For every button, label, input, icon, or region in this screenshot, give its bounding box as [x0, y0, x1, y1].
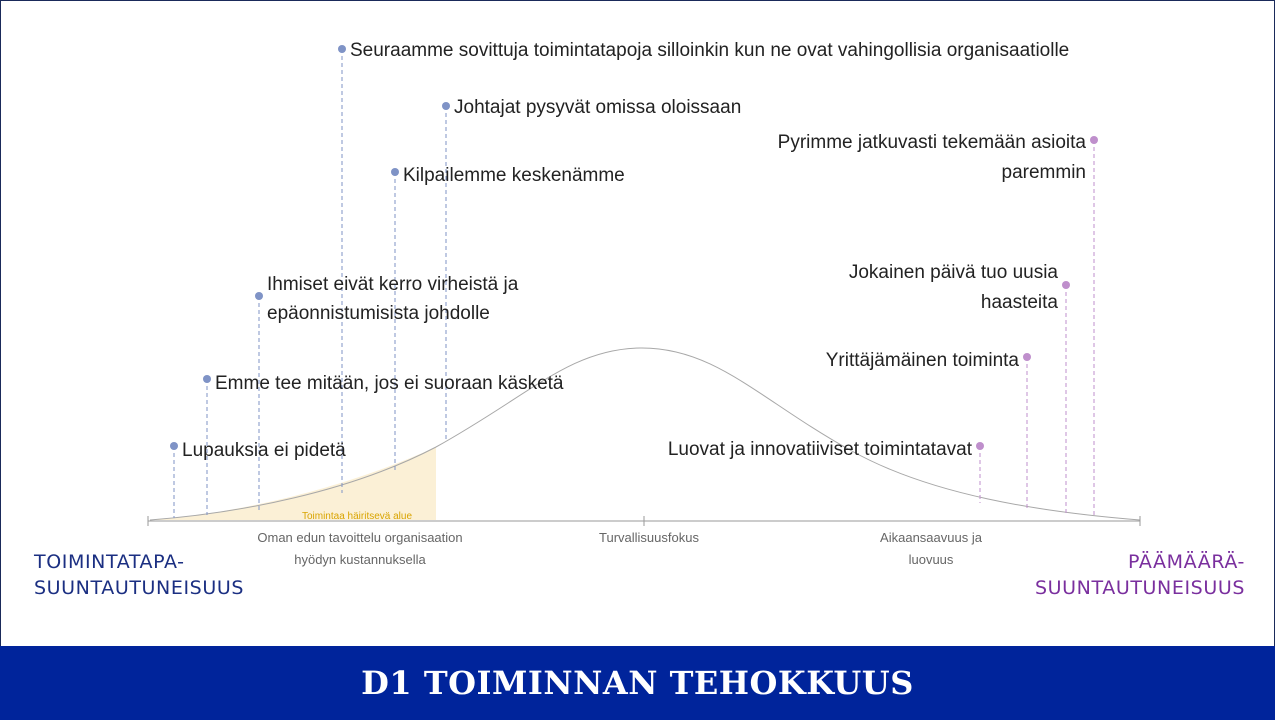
marker-dot-1 [338, 45, 346, 53]
statement-lupauksia: Lupauksia ei pidetä [182, 440, 346, 461]
statement-johtajat: Johtajat pysyvät omissa oloissaan [454, 97, 742, 118]
statement-luovat: Luovat ja innovatiiviset toimintatavat [667, 439, 972, 460]
right-side-label [1035, 549, 1245, 601]
marker-dot-10 [976, 442, 984, 450]
statement-seuraamme: Seuraamme sovittuja toimintatapoja silloinkin kun ne ovat vahingollisia organisaatiolle [350, 40, 1070, 61]
left-side-label-line2: SUUNTAUTUNEISUUS [34, 577, 244, 599]
marker-dot-5 [203, 375, 211, 383]
right-side-label-line1: PÄÄMÄÄRÄ- [1128, 551, 1245, 573]
statement-pyrimme-line2: paremmin [1001, 162, 1086, 183]
axis-label-left-line1: Oman edun tavoittelu organisaation [257, 530, 463, 545]
statement-pyrimme-line1: Pyrimme jatkuvasti tekemään asioita [777, 132, 1086, 153]
statement-ihmiset-line2: epäonnistumisista johdolle [267, 303, 490, 324]
axis-label-right-line2: luovuus [908, 552, 954, 567]
statement-kilpailemme: Kilpailemme keskenämme [403, 165, 625, 186]
marker-dot-2 [442, 102, 450, 110]
axis-label-right-line1: Aikaansaavuus ja [880, 530, 982, 545]
statement-yrittajamainen: Yrittäjämäinen toiminta [825, 350, 1019, 371]
axis-label-left-line2: hyödyn kustannuksella [294, 552, 426, 567]
footer-title: D1 TOIMINNAN TEHOKKUUS [361, 664, 914, 702]
left-side-label [34, 549, 244, 601]
marker-dot-8 [1062, 281, 1070, 289]
right-side-label-line2: SUUNTAUTUNEISUUS [1035, 577, 1245, 599]
marker-dot-7 [1090, 136, 1098, 144]
marker-dot-4 [255, 292, 263, 300]
left-side-label-line1: TOIMINTATAPA- [34, 551, 185, 573]
marker-dot-3 [391, 168, 399, 176]
statement-ihmiset-line1: Ihmiset eivät kerro virheistä ja [267, 274, 519, 295]
marker-dot-6 [170, 442, 178, 450]
footer-banner [0, 646, 1275, 720]
disruptive-area-label: Toimintaa häiritsevä alue [301, 511, 413, 522]
marker-dot-9 [1023, 353, 1031, 361]
axis-label-center: Turvallisuusfokus [599, 530, 699, 545]
statement-jokainen-line2: haasteita [980, 292, 1058, 313]
statement-emme: Emme tee mitään, jos ei suoraan käsketä [215, 373, 564, 394]
statement-jokainen-line1: Jokainen päivä tuo uusia [848, 262, 1058, 283]
